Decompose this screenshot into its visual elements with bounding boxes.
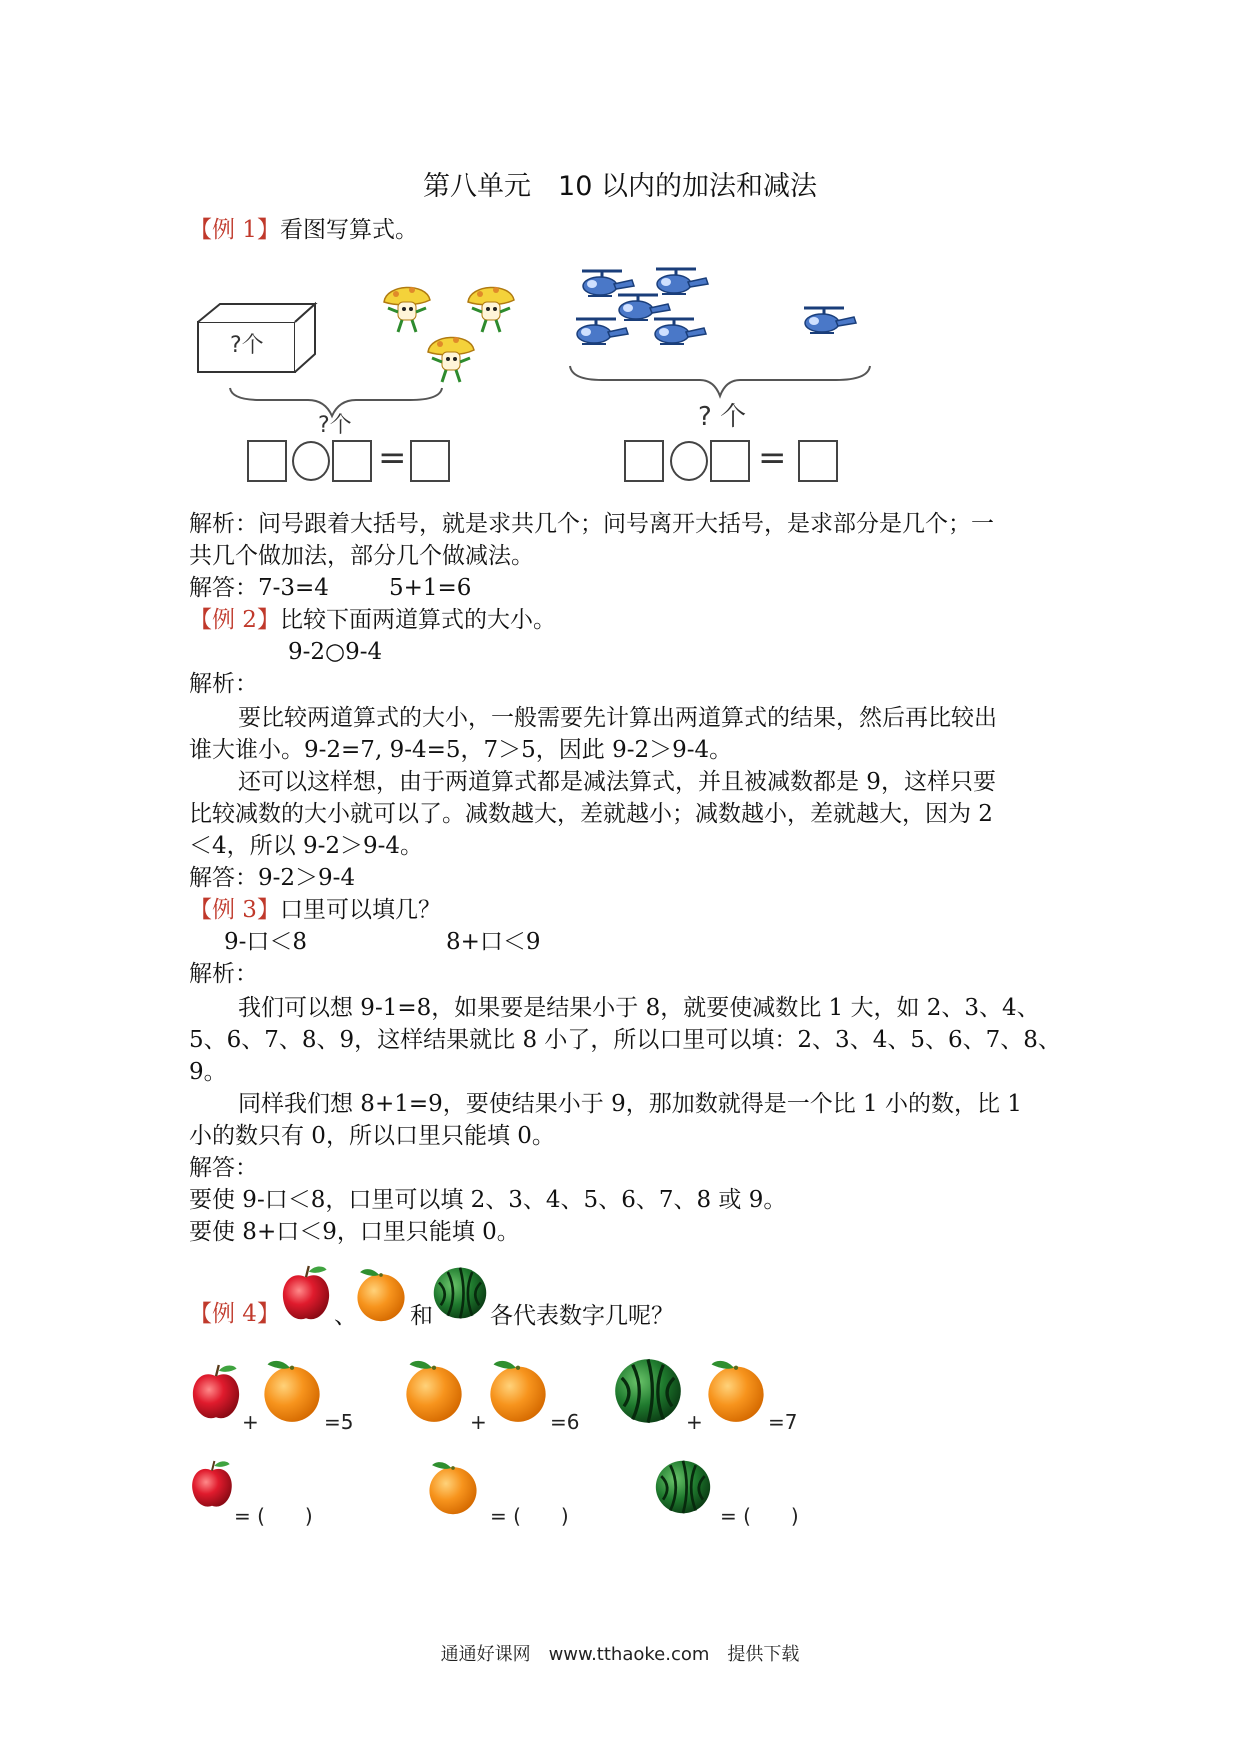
page-footer: 通通好课网 www.tthaoke.com 提供下载 xyxy=(440,1644,800,1665)
answer-a: 7-3=4 xyxy=(258,575,329,601)
orange-icon xyxy=(258,1354,326,1426)
example-3-expression-a: 9-口＜8 xyxy=(224,929,308,955)
plus-sign: + xyxy=(686,1410,703,1434)
example-1-heading xyxy=(189,214,418,246)
orange-icon xyxy=(484,1354,552,1426)
orange-icon xyxy=(424,1456,482,1518)
equals-sign: = xyxy=(758,438,787,478)
example-3-prompt: 口里可以填几？ xyxy=(279,897,441,923)
example-3-analysis-label: 解析： xyxy=(189,961,258,987)
apple-blank: = ( ) xyxy=(234,1504,313,1528)
example-2-para: ＜4，所以 9-2＞9-4。 xyxy=(189,833,424,859)
example-3-answer-line: 要使 9-口＜8，口里可以填 2、3、4、5、6、7、8 或 9。 xyxy=(189,1187,787,1213)
operator-circle xyxy=(292,441,330,481)
example-3-para: 我们可以想 9-1=8，如果要是结果小于 8，就要使减数比 1 大，如 2、3、4、 xyxy=(238,995,1040,1021)
answer-label: 解答： xyxy=(189,575,258,601)
box-label: ?个 xyxy=(230,333,264,358)
watermelon-icon xyxy=(654,1458,712,1516)
orange-icon xyxy=(400,1354,468,1426)
example-2-heading xyxy=(189,604,556,636)
equation-3-result: =7 xyxy=(768,1410,798,1434)
example-4-tag-text: 【例 4】 xyxy=(189,1301,280,1327)
answer-box xyxy=(332,440,372,482)
example-3-para: 5、6、7、8、9，这样结果就比 8 小了，所以口里可以填：2、3、4、5、6、7、8、 xyxy=(189,1027,1061,1053)
apple-icon xyxy=(278,1262,334,1326)
operator-circle xyxy=(670,441,708,481)
example-1-prompt: 看图写算式。 xyxy=(279,217,418,243)
helicopter-icon xyxy=(572,316,632,350)
example-2-para: 比较减数的大小就可以了。减数越大，差就越小；减数越小，差就越大，因为 2 xyxy=(189,801,993,827)
example-3-heading xyxy=(189,894,441,926)
separator: 、 xyxy=(334,1303,357,1329)
orange-blank: = ( ) xyxy=(490,1504,569,1528)
watermelon-blank: = ( ) xyxy=(720,1504,799,1528)
example-4-tag xyxy=(189,1298,280,1330)
answer-box xyxy=(247,440,287,482)
mushroom-icon xyxy=(424,328,484,388)
brace-label-right: ? 个 xyxy=(698,402,747,432)
example-3-answer-line: 要使 8+口＜9，口里只能填 0。 xyxy=(189,1219,520,1245)
helicopter-icon xyxy=(650,316,710,350)
apple-icon xyxy=(188,1360,244,1426)
example-2-answer: 解答：9-2＞9-4 xyxy=(189,865,356,891)
apple-icon xyxy=(188,1456,236,1514)
example-1-answer xyxy=(189,572,471,604)
separator: 和 xyxy=(410,1303,433,1329)
example-3-answer-label: 解答： xyxy=(189,1155,258,1181)
answer-box xyxy=(624,440,664,482)
example-3-para: 同样我们想 8+1=9，要使结果小于 9，那加数就得是一个比 1 小的数，比 1 xyxy=(238,1091,1022,1117)
plus-sign: + xyxy=(242,1410,259,1434)
watermelon-icon xyxy=(610,1356,686,1426)
example-1-analysis-line: 解析：问号跟着大括号，就是求共几个；问号离开大括号，是求部分是几个；一 xyxy=(189,511,994,537)
answer-box xyxy=(798,440,838,482)
plus-sign: + xyxy=(470,1410,487,1434)
example-1-analysis-line: 共几个做加法，部分几个做减法。 xyxy=(189,543,534,569)
equation-2-result: =6 xyxy=(550,1410,580,1434)
example-2-para: 谁大谁小。9-2=7, 9-4=5，7＞5，因此 9-2＞9-4。 xyxy=(189,737,733,763)
example-3-para: 小的数只有 0，所以口里只能填 0。 xyxy=(189,1123,555,1149)
equals-sign: = xyxy=(378,438,407,478)
example-2-expression: 9-2○9-4 xyxy=(288,639,383,665)
page-title: 第八单元 10 以内的加法和减法 xyxy=(423,171,817,202)
example-2-prompt: 比较下面两道算式的大小。 xyxy=(279,607,556,633)
answer-b: 5+1=6 xyxy=(388,575,472,601)
example-4-prompt: 各代表数字几呢？ xyxy=(490,1303,674,1329)
answer-box xyxy=(410,440,450,482)
brace-label-left: ?个 xyxy=(318,413,352,438)
equation-1-result: =5 xyxy=(324,1410,354,1434)
example-3-tag: 【例 3】 xyxy=(189,897,280,923)
example-3-para: 9。 xyxy=(189,1059,227,1085)
helicopter-icon xyxy=(800,305,860,339)
example-2-para: 要比较两道算式的大小，一般需要先计算出两道算式的结果，然后再比较出 xyxy=(238,705,997,731)
example-2-analysis-label: 解析： xyxy=(189,671,258,697)
example-2-tag: 【例 2】 xyxy=(189,607,280,633)
example-3-expression-b: 8+口＜9 xyxy=(446,929,541,955)
answer-box xyxy=(710,440,750,482)
watermelon-icon xyxy=(432,1264,488,1322)
orange-icon xyxy=(702,1354,770,1426)
example-2-para: 还可以这样想，由于两道算式都是减法算式，并且被减数都是 9，这样只要 xyxy=(238,769,996,795)
example-1-tag: 【例 1】 xyxy=(189,217,280,243)
orange-icon xyxy=(352,1262,410,1326)
